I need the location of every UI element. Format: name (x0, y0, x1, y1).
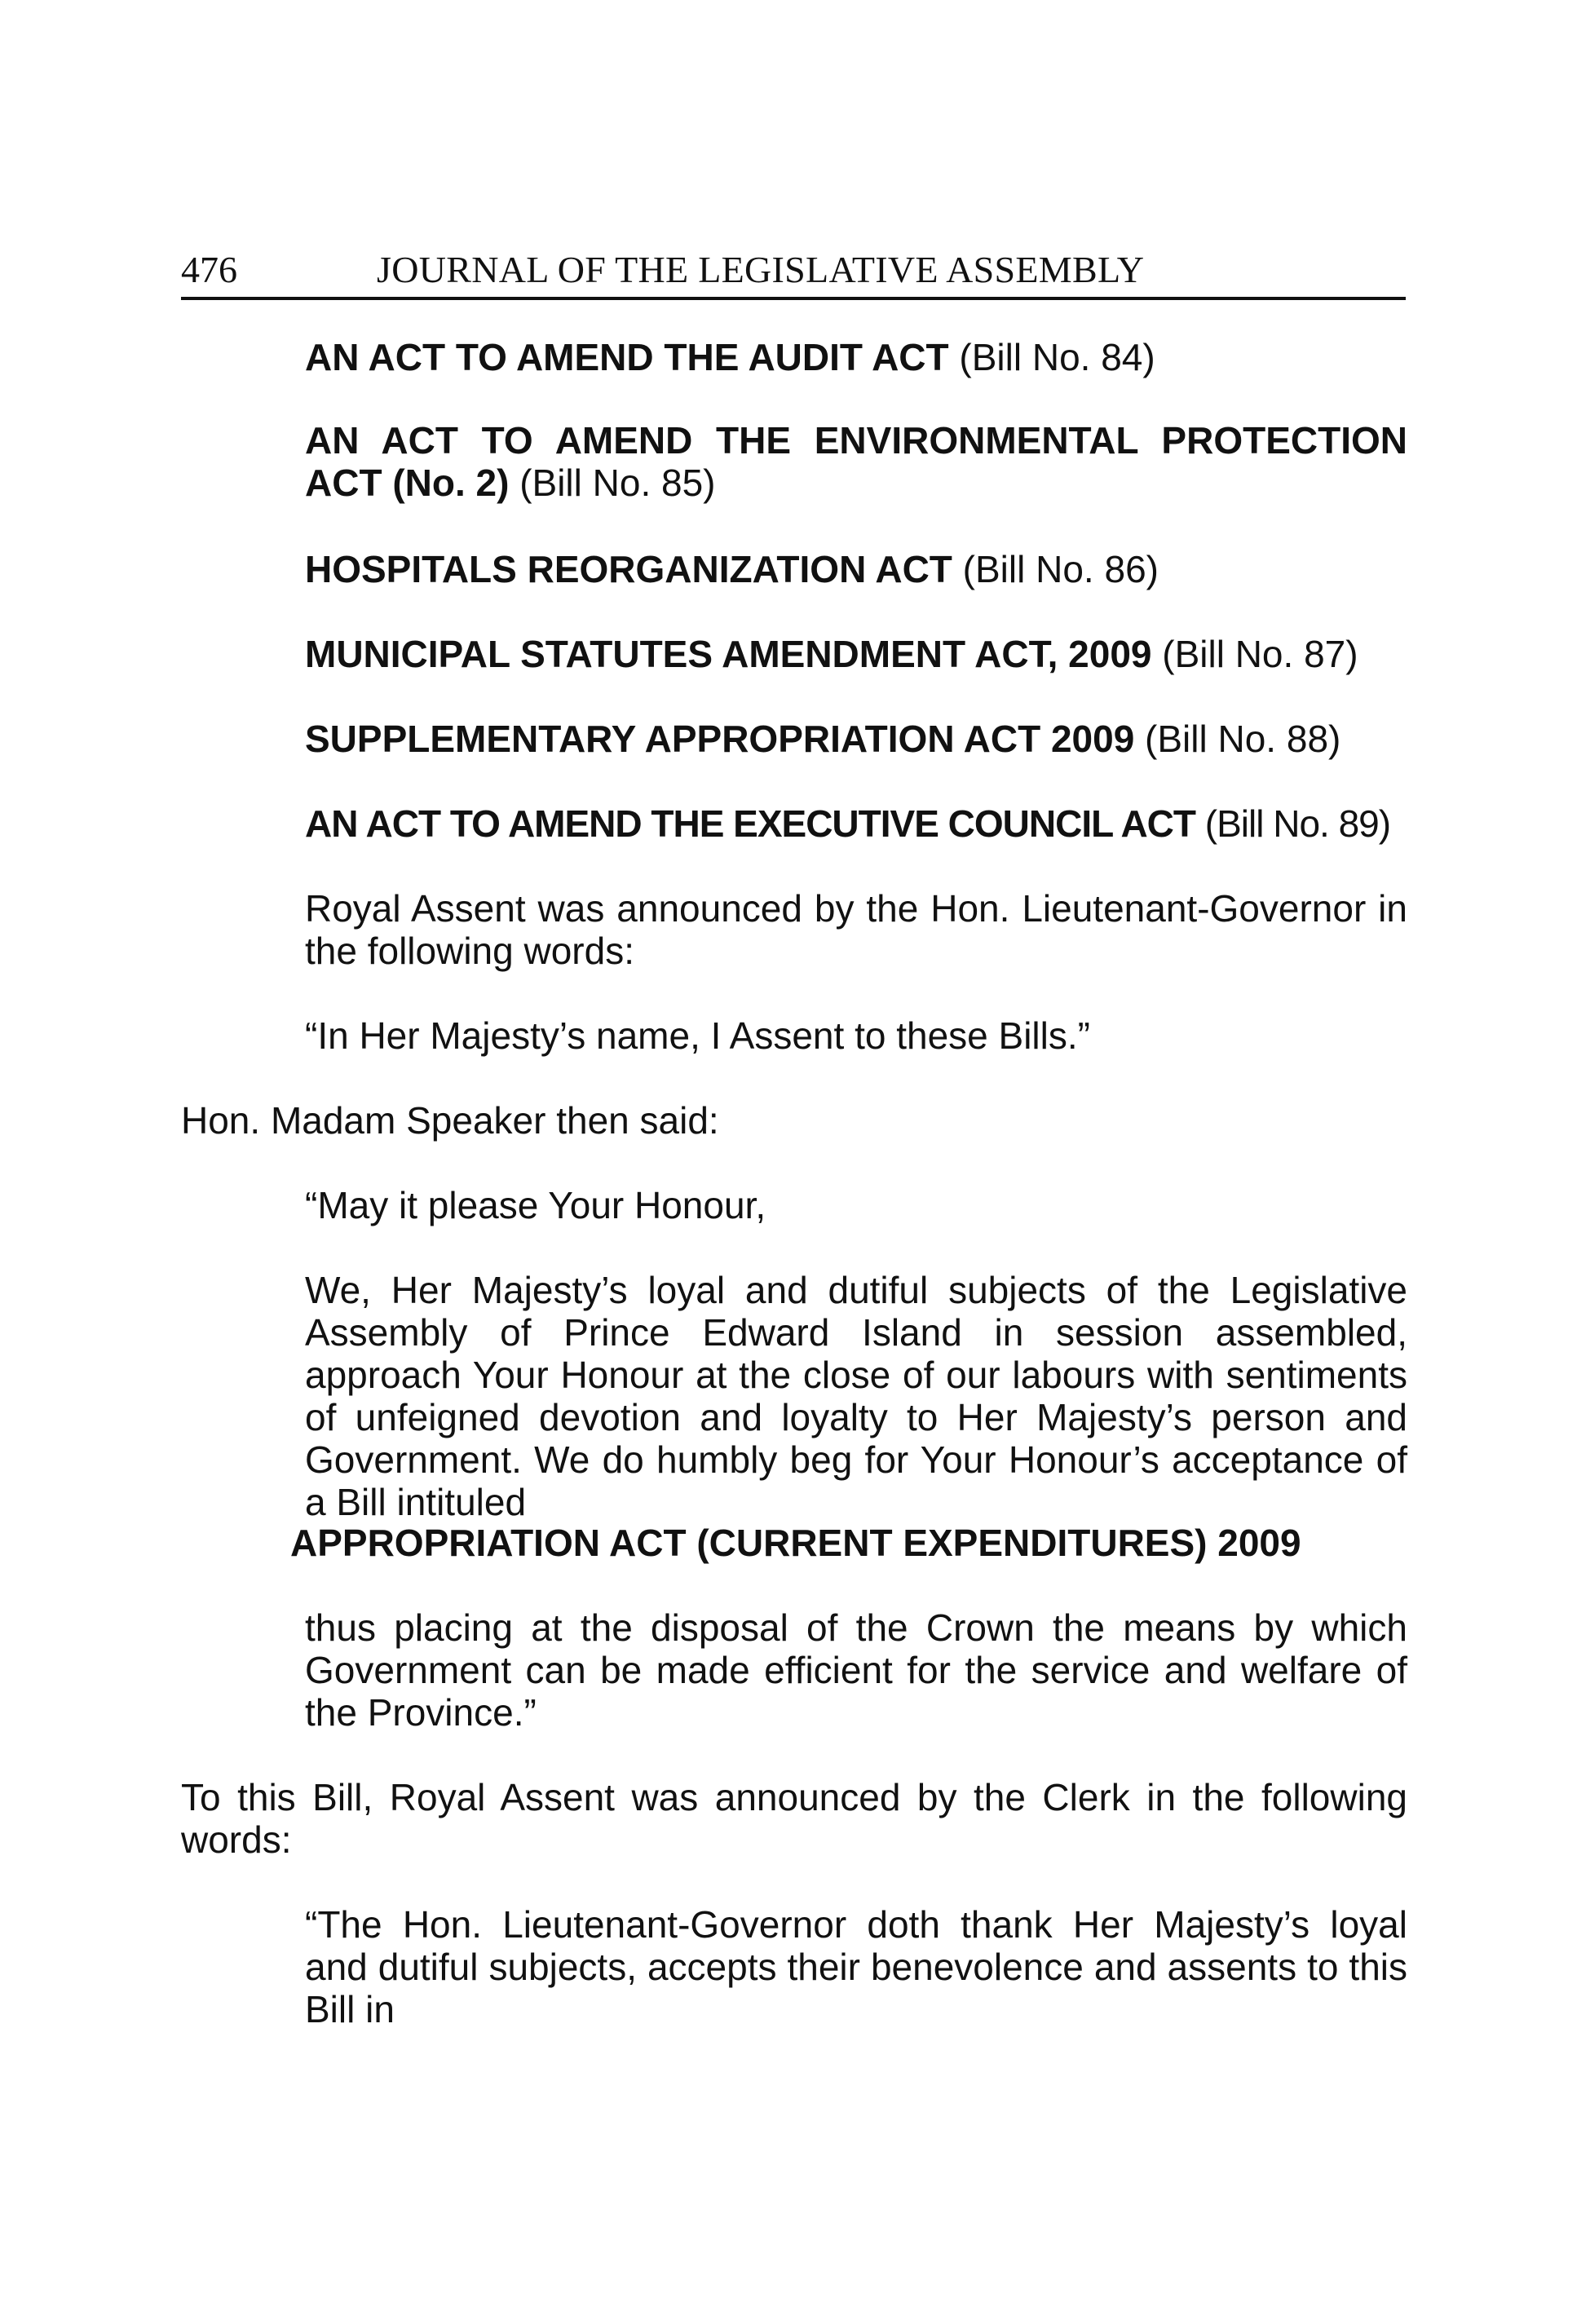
bill-number: (Bill No. 86) (952, 548, 1159, 590)
bill-title: AN ACT TO AMEND THE ENVIRONMENTAL PROTECTION ACT (No. 2) (305, 419, 1407, 504)
assent-quote: “In Her Majesty’s name, I Assent to these Bills.” (305, 1014, 1090, 1057)
bill-title: AN ACT TO AMEND THE AUDIT ACT (305, 336, 949, 378)
bill-title: AN ACT TO AMEND THE EXECUTIVE COUNCIL ACT (305, 802, 1195, 845)
speaker-intro: Hon. Madam Speaker then said: (181, 1099, 719, 1142)
bill-number: (Bill No. 89) (1195, 802, 1391, 845)
bill-entry-86 (305, 548, 1407, 590)
bill-entry-85 (305, 419, 1407, 504)
bill-entry-89 (305, 802, 1407, 845)
bill-title: SUPPLEMENTARY APPROPRIATION ACT 2009 (305, 718, 1135, 760)
page-number: 476 (181, 249, 237, 290)
speaker-address: We, Her Majesty’s loyal and dutiful subjects of the Legislative Assembly of Prince Edward Island in session assembled, approach Your Honour at the close of our labours with sentiments of unfeigned devotion and loyalty to Her Majesty’s person and Government. We do humbly beg for Your Honour’s acceptance of a Bill intituled (305, 1269, 1407, 1523)
bill-number: (Bill No. 84) (948, 336, 1155, 378)
bill-number: (Bill No. 85) (509, 462, 716, 504)
bill-number: (Bill No. 88) (1134, 718, 1341, 760)
speaker-closing: thus placing at the disposal of the Crown the means by which Government can be made efficient for the service and welfare of the Province.” (305, 1606, 1407, 1734)
clerk-quote: “The Hon. Lieutenant-Governor doth thank Her Majesty’s loyal and dutiful subjects, accepts their benevolence and assents to this Bill in (305, 1903, 1407, 2030)
clerk-intro: To this Bill, Royal Assent was announced by the Clerk in the following words: (181, 1776, 1407, 1861)
royal-assent-announcement: Royal Assent was announced by the Hon. Lieutenant-Governor in the following words: (305, 887, 1407, 972)
appropriation-bill-title: APPROPRIATION ACT (CURRENT EXPENDITURES) 2009 (290, 1522, 1301, 1564)
bill-entry-88 (305, 718, 1407, 760)
bill-number: (Bill No. 87) (1151, 633, 1358, 675)
bill-title: MUNICIPAL STATUTES AMENDMENT ACT, 2009 (305, 633, 1152, 675)
speaker-salutation: “May it please Your Honour, (305, 1184, 766, 1226)
running-title: JOURNAL OF THE LEGISLATIVE ASSEMBLY (377, 249, 1145, 290)
bill-entry-84 (305, 336, 1407, 378)
bill-entry-87 (305, 633, 1407, 675)
bill-title: HOSPITALS REORGANIZATION ACT (305, 548, 952, 590)
